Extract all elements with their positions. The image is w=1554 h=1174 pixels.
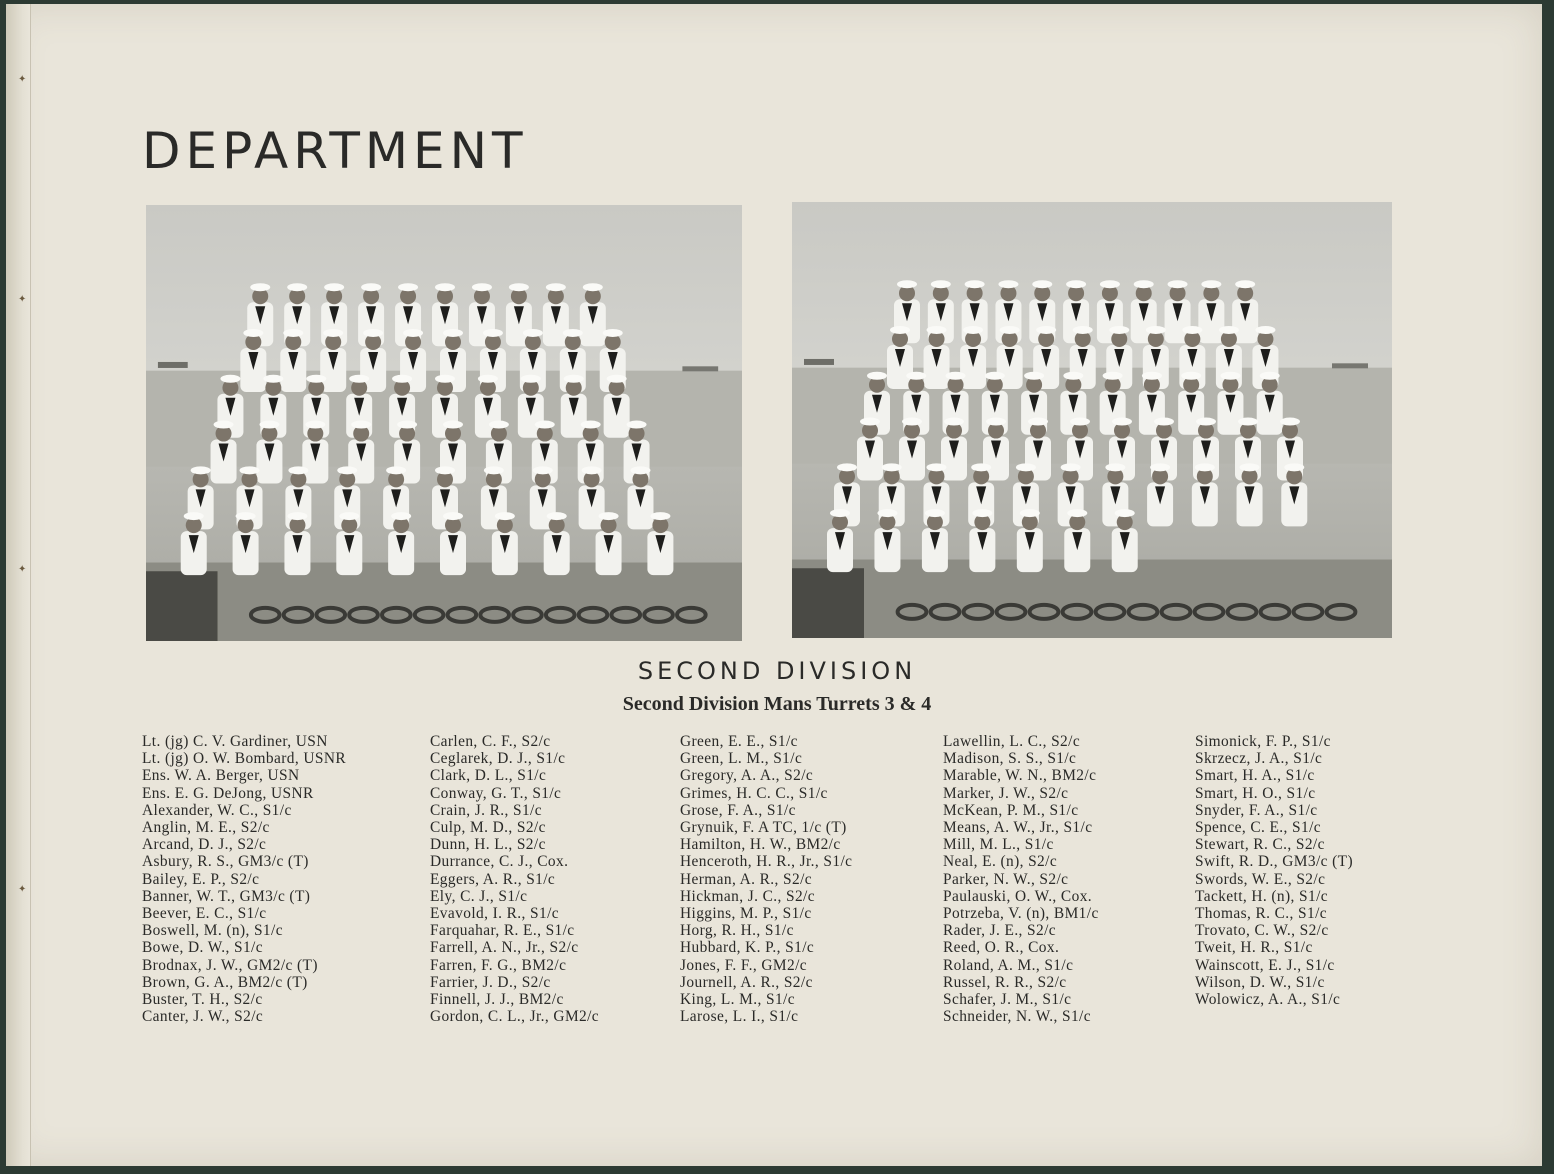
roster-entry: Herman, A. R., S2/c [680,870,812,888]
roster-entry: Smart, H. O., S1/c [1195,784,1316,802]
roster-entry: Durrance, C. J., Cox. [430,853,569,871]
roster-entry: Ens. E. G. DeJong, USNR [142,784,314,802]
roster-entry: Paulauski, O. W., Cox. [943,887,1093,905]
roster-entry: Farrell, A. N., Jr., S2/c [430,939,579,957]
roster-entry: Trovato, C. W., S2/c [1195,922,1329,940]
roster-entry: Crain, J. R., S1/c [430,801,542,819]
roster-entry: Hickman, J. C., S2/c [680,887,815,905]
roster-entry: Beever, E. C., S1/c [142,905,267,923]
roster-entry: Green, E. E., S1/c [680,733,798,750]
roster-entry: Madison, S. S., S1/c [943,750,1077,768]
roster-entry: Schneider, N. W., S1/c [943,1008,1091,1026]
roster-entry: Larose, L. I., S1/c [680,1008,799,1026]
roster-entry: Tweit, H. R., S1/c [1195,939,1313,957]
sailor-figure [1198,280,1224,343]
roster-entry: Parker, N. W., S2/c [943,870,1069,888]
roster-entry: Grynuik, F. A TC, 1/c (T) [680,819,847,837]
roster-entry: Asbury, R. S., GM3/c (T) [142,853,309,871]
roster-entry: Horg, R. H., S1/c [680,922,794,940]
roster-entry: Farquahar, R. E., S1/c [430,922,575,940]
roster-entry: Bailey, E. P., S2/c [142,870,260,888]
roster-entry: Brown, G. A., BM2/c (T) [142,973,308,991]
roster-entry: Russel, R. R., S2/c [943,973,1067,991]
roster-entry: Means, A. W., Jr., S1/c [943,819,1093,837]
roster-entry: Swords, W. E., S2/c [1195,870,1326,888]
roster-entry: Schafer, J. M., S1/c [943,991,1072,1009]
roster-entry: Anglin, M. E., S2/c [142,819,270,837]
roster-entry: Brodnax, J. W., GM2/c (T) [142,956,318,974]
page-heading: DEPARTMENT [142,122,528,180]
crew-photo-left [146,205,742,641]
roster-column-5 [1195,733,1353,1008]
roster-column-2 [430,733,599,1025]
roster-entry: Bowe, D. W., S1/c [142,939,263,957]
roster-entry: Clark, D. L., S1/c [430,767,547,785]
roster-entry: Ely, C. J., S1/c [430,887,528,905]
crew-photo-right-image [792,202,1392,638]
staple-mark: ✦ [18,294,27,305]
roster-column-3 [680,733,852,1025]
roster-entry: Hubbard, K. P., S1/c [680,939,815,957]
roster-entry: Culp, M. D., S2/c [430,819,546,837]
roster-entry: McKean, P. M., S1/c [943,801,1079,819]
roster-entry: Green, L. M., S1/c [680,750,803,768]
roster-entry: Conway, G. T., S1/c [430,784,562,802]
roster-entry: Marable, W. N., BM2/c [943,767,1097,785]
staple-mark: ✦ [18,884,27,895]
roster-entry: Wolowicz, A. A., S1/c [1195,991,1341,1009]
roster-entry: King, L. M., S1/c [680,991,795,1009]
roster-entry: Swift, R. D., GM3/c (T) [1195,853,1353,871]
roster-entry: Wainscott, E. J., S1/c [1195,956,1335,974]
roster-entry: Farrier, J. D., S2/c [430,973,551,991]
roster-entry: Banner, W. T., GM3/c (T) [142,887,311,905]
roster-entry: Neal, E. (n), S2/c [943,853,1058,871]
roster-entry: Boswell, M. (n), S1/c [142,922,283,940]
roster-entry: Dunn, H. L., S2/c [430,836,546,854]
roster-entry: Ceglarek, D. J., S1/c [430,750,566,768]
roster-entry: Tackett, H. (n), S1/c [1195,887,1328,905]
roster-entry: Lawellin, L. C., S2/c [943,733,1081,750]
roster-entry: Smart, H. A., S1/c [1195,767,1315,785]
roster-entry: Buster, T. H., S2/c [142,991,263,1009]
roster-entry: Henceroth, H. R., Jr., S1/c [680,853,853,871]
roster-entry: Canter, J. W., S2/c [142,1008,264,1026]
section-title: SECOND DIVISION [637,657,917,685]
roster-column-4 [943,733,1099,1025]
roster-entry: Farren, F. G., BM2/c [430,956,567,974]
crew-photo-right [792,202,1392,638]
sailor-figure [1232,280,1258,343]
staple-mark: ✦ [18,74,27,85]
roster-entry: Skrzecz, J. A., S1/c [1195,750,1323,768]
sailor-figure [580,283,606,346]
binding-gutter [6,4,31,1166]
roster-entry: Wilson, D. W., S1/c [1195,973,1325,991]
roster-entry: Snyder, F. A., S1/c [1195,801,1318,819]
roster-entry: Alexander, W. C., S1/c [142,801,292,819]
roster-entry: Jones, F. F., GM2/c [680,956,807,974]
roster-entry: Hamilton, H. W., BM2/c [680,836,841,854]
roster-entry: Simonick, F. P., S1/c [1195,733,1331,750]
roster-entry: Gordon, C. L., Jr., GM2/c [430,1008,600,1026]
roster-entry: Grimes, H. C. C., S1/c [680,784,828,802]
roster-column-1 [142,733,346,1025]
roster-entry: Roland, A. M., S1/c [943,956,1074,974]
roster-entry: Gregory, A. A., S2/c [680,767,814,785]
roster-entry: Arcand, D. J., S2/c [142,836,267,854]
roster-entry: Reed, O. R., Cox. [943,939,1060,957]
section-subtitle: Second Division Mans Turrets 3 & 4 [622,693,932,715]
roster-entry: Carlen, C. F., S2/c [430,733,551,750]
roster-entry: Stewart, R. C., S2/c [1195,836,1325,854]
roster-entry: Mill, M. L., S1/c [943,836,1054,854]
crew-photo-left-image [146,205,742,641]
roster-entry: Lt. (jg) O. W. Bombard, USNR [142,750,347,768]
roster-entry: Spence, C. E., S1/c [1195,819,1322,837]
roster-entry: Eggers, A. R., S1/c [430,870,556,888]
sailor-figure [543,283,569,346]
roster-entry: Thomas, R. C., S1/c [1195,905,1328,923]
roster-entry: Journell, A. R., S2/c [680,973,813,991]
roster-entry: Marker, J. W., S2/c [943,784,1069,802]
roster-entry: Rader, J. E., S2/c [943,922,1057,940]
roster-entry: Grose, F. A., S1/c [680,801,796,819]
roster-entry: Higgins, M. P., S1/c [680,905,812,923]
roster-entry: Evavold, I. R., S1/c [430,905,559,923]
roster-entry: Lt. (jg) C. V. Gardiner, USN [142,733,328,750]
roster-entry: Ens. W. A. Berger, USN [142,767,300,785]
roster-entry: Potrzeba, V. (n), BM1/c [943,905,1099,923]
staple-mark: ✦ [18,564,27,575]
roster-entry: Finnell, J. J., BM2/c [430,991,564,1009]
